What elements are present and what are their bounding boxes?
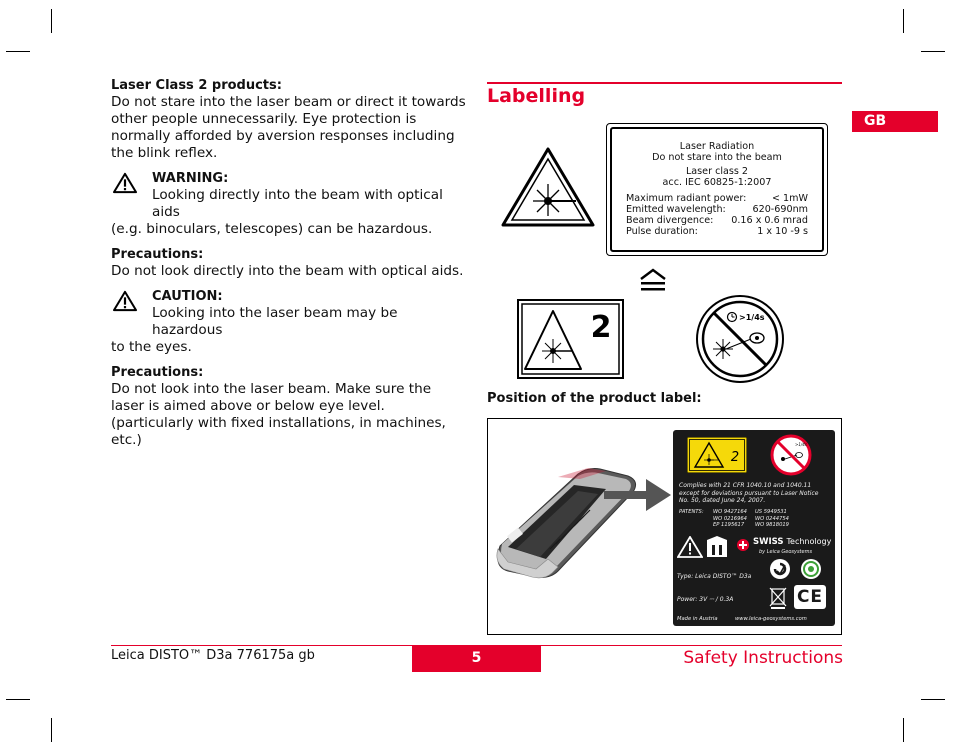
warning-icon <box>111 172 139 194</box>
section-text: Do not stare into the laser beam or direct it towards other people unnecessarily. Eye protection is normally afforded by aversion responses including the blink reflex. <box>111 94 466 161</box>
page-number: 5 <box>412 646 541 672</box>
patent-number: WO 0244754 <box>755 515 789 522</box>
laser-class-2-icon <box>517 299 624 379</box>
language-tab: GB <box>852 111 938 132</box>
label-line: Laser class 2 <box>685 166 749 177</box>
caution-title: CAUTION: <box>152 289 223 304</box>
rcm-icon <box>800 558 822 580</box>
label-line: acc. IEC 60825-1:2007 <box>662 177 772 188</box>
spec-row: Maximum radiant power: < 1mW <box>626 193 808 204</box>
caution-text: Looking into the laser beam may be hazardous <box>152 305 398 338</box>
label-line: Laser Radiation <box>679 141 755 152</box>
crop-mark <box>51 718 52 742</box>
precautions-text: Do not look into the laser beam. Make sure the laser is aimed above or below eye level. (particularly with fixed installations, in machines, etc.) <box>111 381 446 448</box>
compliance-text: Complies with 21 CFR 1040.10 and 1040.11 <box>679 482 812 489</box>
ce-mark-icon: CE <box>794 585 826 609</box>
sticker-time-label: >1/4s <box>795 442 807 447</box>
crop-mark <box>921 699 945 700</box>
footer-product: Leica DISTO™ D3a 776175a gb <box>111 648 315 663</box>
crop-mark <box>903 9 904 33</box>
made-in-text: Made in Austria <box>677 616 718 622</box>
technology-text: Technology <box>786 537 832 546</box>
label-line: Do not stare into the beam <box>652 152 782 163</box>
precautions-title: Precautions: <box>111 247 204 262</box>
footer-section-title: Safety Instructions <box>683 648 843 668</box>
patent-number: EP 1195617 <box>713 522 745 528</box>
swiss-flag-icon <box>737 539 749 551</box>
patent-number: WO 9427164 <box>713 509 747 515</box>
laser-warning-label <box>606 123 828 256</box>
compliance-text: No. 50, dated June 24, 2007. <box>679 497 766 504</box>
type-text: Type: Leica DISTO™ D3a <box>677 573 752 580</box>
patents-label: PATENTS: <box>679 509 704 515</box>
laser-hazard-icon <box>500 146 596 228</box>
precautions-text: Do not look directly into the beam with optical aids. <box>111 263 464 279</box>
class-2-sticker-icon <box>687 437 747 473</box>
page-title: Labelling <box>487 85 586 107</box>
weee-icon <box>769 584 787 610</box>
spec-row: Emitted wavelength: 620-690nm <box>626 204 808 215</box>
equivalence-icon <box>637 267 669 295</box>
caution-block <box>111 288 467 356</box>
position-title: Position of the product label: <box>487 391 702 406</box>
precautions-title: Precautions: <box>111 365 204 380</box>
product-sticker <box>673 430 835 626</box>
sticker-class-number: 2 <box>730 450 740 465</box>
caution-text-cont: to the eyes. <box>111 339 192 355</box>
warning-text-cont: (e.g. binoculars, telescopes) can be hazardous. <box>111 221 433 237</box>
section-rule <box>487 82 842 84</box>
compliance-text: except for deviations pursuant to Laser Notice <box>679 489 819 497</box>
class-number: 2 <box>590 310 612 345</box>
spec-row: Beam divergence: 0.16 x 0.6 mrad <box>626 215 808 226</box>
section-title: Laser Class 2 products: <box>111 78 282 93</box>
power-text: Power: 3V ⎓ / 0.3A <box>677 596 734 603</box>
url-text: www.leica-geosystems.com <box>735 616 807 622</box>
by-leica-text: by Leica Geosystems <box>759 549 813 555</box>
crop-mark <box>6 699 30 700</box>
time-label: >1/4s <box>739 313 765 322</box>
sticker-warning-icon <box>677 536 703 558</box>
do-not-stare-icon <box>695 294 785 384</box>
sticker-do-not-stare-icon <box>770 434 812 476</box>
patent-number: US 5949531 <box>755 509 787 515</box>
crop-mark <box>921 51 945 52</box>
safety-text-column <box>111 77 467 457</box>
recycle-icon <box>769 558 791 580</box>
warning-text: Looking directly into the beam with optical aids <box>152 187 443 220</box>
spec-row: Pulse duration: 1 x 10 -9 s <box>626 226 808 237</box>
crop-mark <box>6 51 30 52</box>
warning-block <box>111 170 467 238</box>
caution-icon <box>111 290 139 312</box>
patent-number: WO 0216964 <box>713 515 747 522</box>
patent-number: WO 9818019 <box>755 522 789 528</box>
sticker-manual-icon <box>705 536 731 558</box>
warning-title: WARNING: <box>152 171 229 186</box>
swiss-logo-text: SWISS <box>753 537 784 547</box>
crop-mark <box>903 718 904 742</box>
product-label-figure <box>487 418 842 635</box>
crop-mark <box>51 9 52 33</box>
